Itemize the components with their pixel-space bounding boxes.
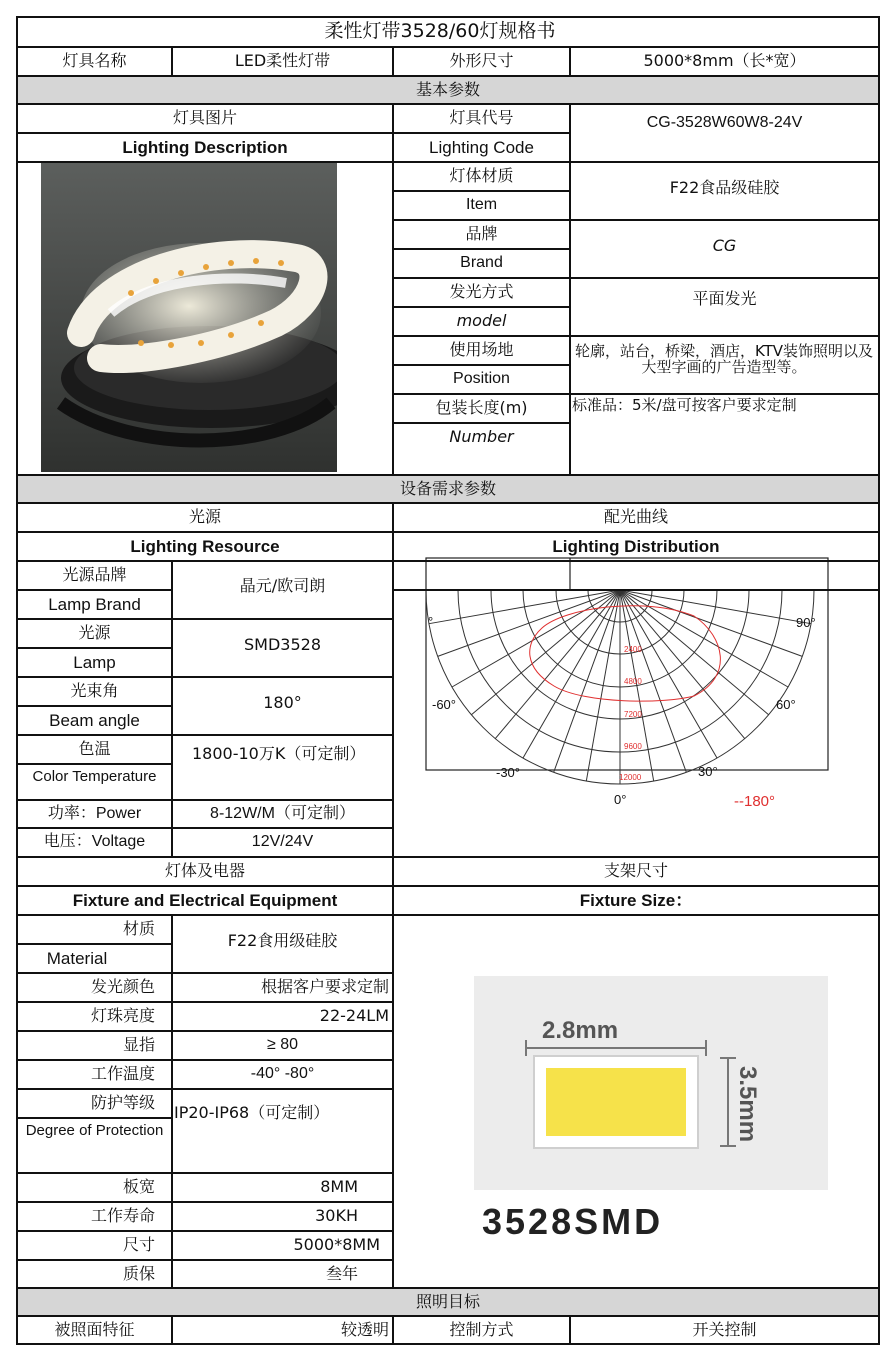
control-label: 控制方式 [449, 1320, 514, 1340]
life-label: 工作寿命 [90, 1206, 155, 1226]
source-head-en: Lighting Resource [130, 536, 280, 556]
chip-phosphor [546, 1068, 686, 1136]
lamp-brand-value: 晶元/欧司朗 [239, 575, 326, 595]
power-value: 8-12W/M（可定制） [210, 804, 355, 822]
mode-value: 平面发光 [692, 288, 757, 308]
source-head-cn: 光源 [188, 507, 221, 527]
dist-head-cn: 配光曲线 [603, 507, 668, 527]
pack-cn: 包装长度(m) [435, 398, 528, 418]
material-value: F22食品级硅胶 [669, 177, 780, 197]
place-cn: 使用场地 [449, 340, 514, 360]
size-head-cn: 支架尺寸 [603, 861, 668, 881]
control-value: 开关控制 [692, 1320, 757, 1340]
dim-label: 尺寸 [122, 1235, 155, 1255]
pack-en: Number [449, 427, 514, 447]
ip-cn: 防护等级 [90, 1093, 155, 1113]
mode-cn: 发光方式 [449, 282, 514, 302]
ip-en: Degree of Protection [25, 1122, 164, 1140]
brightness-value: 22-24LM [319, 1006, 389, 1026]
radial-label-1: 2400 [624, 645, 642, 654]
polar-grid [426, 590, 814, 784]
material2-cn: 材质 [122, 919, 155, 939]
pack-value: 标准品：5米/盘可按客户要求定制 [572, 396, 797, 414]
color-label: 发光颜色 [90, 977, 155, 997]
warranty-label: 质保 [122, 1263, 155, 1283]
code-en: Lighting Code [429, 137, 534, 157]
width-label: 板宽 [122, 1177, 155, 1197]
angle-flip: --180° [734, 793, 776, 810]
angle-low-right: 30° [698, 764, 718, 779]
angle-right: 60° [776, 697, 796, 712]
brand-cn: 品牌 [465, 224, 498, 244]
radial-label-5: 12000 [619, 773, 642, 782]
product-photo [41, 163, 337, 472]
width-value: 8MM [320, 1177, 358, 1197]
temp-label: 工作温度 [90, 1064, 155, 1084]
voltage-value: 12V/24V [251, 833, 314, 851]
radial-label-4: 9600 [624, 742, 642, 751]
lamp-value: SMD3528 [244, 634, 321, 654]
chip-width-text: 2.8mm [542, 1017, 619, 1044]
material-en: Item [465, 196, 498, 214]
name-value: LED柔性灯带 [234, 51, 331, 71]
code-value: CG-3528W60W8-24V [646, 113, 803, 131]
angle-top-right: 90° [796, 615, 816, 630]
radial-label-2: 4800 [624, 677, 642, 686]
brand-value: CG [712, 235, 737, 255]
beam-value: 180° [263, 692, 302, 712]
smd-chip-figure [470, 976, 830, 1246]
ct-cn: 色温 [78, 739, 111, 759]
fixture-head-en: Fixture and Electrical Equipment [72, 890, 338, 910]
angle-top-left: ° [428, 614, 434, 629]
lamp-en: Lamp [73, 652, 116, 672]
size-label: 外形尺寸 [449, 51, 514, 71]
code-cn: 灯具代号 [449, 108, 514, 128]
ct-en: Color Temperature [32, 768, 157, 786]
life-value: 30KH [315, 1206, 358, 1226]
warranty-value: 叁年 [325, 1263, 358, 1283]
angle-bottom: 0° [614, 792, 627, 807]
temp-value: -40° -80° [250, 1065, 315, 1083]
chip-model-text: 3528SMD [482, 1201, 664, 1242]
dist-head-en: Lighting Distribution [552, 536, 720, 556]
chip-height-text: 3.5mm [734, 1066, 761, 1143]
lamp-cn: 光源 [78, 623, 111, 643]
angle-left: -60° [432, 697, 456, 712]
voltage-label: 电压：Voltage [43, 833, 146, 851]
page-title: 柔性灯带3528/60灯规格书 [324, 19, 556, 42]
power-label: 功率：Power [47, 804, 142, 822]
surface-label: 被照面特征 [54, 1320, 135, 1340]
material-cn: 灯体材质 [449, 166, 514, 186]
fixture-head-cn: 灯体及电器 [164, 861, 245, 881]
lamp-brand-cn: 光源品牌 [62, 565, 127, 585]
description-label: Lighting Description [122, 137, 288, 157]
polar-diagram [394, 556, 879, 856]
section-basic: 基本参数 [415, 79, 480, 99]
brand-en: Brand [460, 254, 503, 272]
material2-value: F22食用级硅胶 [227, 930, 338, 950]
name-label: 灯具名称 [62, 51, 127, 71]
place-value: 轮廓，站台，桥梁，酒店，KTV装饰照明以及大型字画的广告造型等。 [574, 342, 874, 376]
place-en: Position [453, 370, 510, 388]
ct-value: 1800-10万K（可定制） [192, 744, 366, 763]
size-head-en: Fixture Size： [579, 890, 693, 910]
cri-label: 显指 [122, 1035, 155, 1055]
size-value: 5000*8mm（长*宽） [643, 51, 806, 71]
lamp-brand-en: Lamp Brand [48, 594, 141, 614]
ip-value: IP20-IP68（可定制） [174, 1103, 330, 1122]
dim-value: 5000*8MM [293, 1235, 380, 1255]
color-value: 根据客户要求定制 [260, 977, 389, 997]
angle-low-left: -30° [496, 765, 520, 780]
mode-en: model [456, 311, 507, 331]
section-equipment: 设备需求参数 [399, 478, 496, 498]
cri-value: ≥ 80 [266, 1036, 299, 1054]
section-target: 照明目标 [415, 1291, 480, 1311]
surface-value: 较透明 [340, 1320, 389, 1340]
beam-cn: 光束角 [70, 681, 119, 701]
beam-en: Beam angle [49, 710, 140, 730]
picture-label: 灯具图片 [172, 108, 237, 128]
brightness-label: 灯珠亮度 [90, 1006, 155, 1026]
radial-label-3: 7200 [624, 710, 642, 719]
material2-en: Material [46, 948, 108, 968]
